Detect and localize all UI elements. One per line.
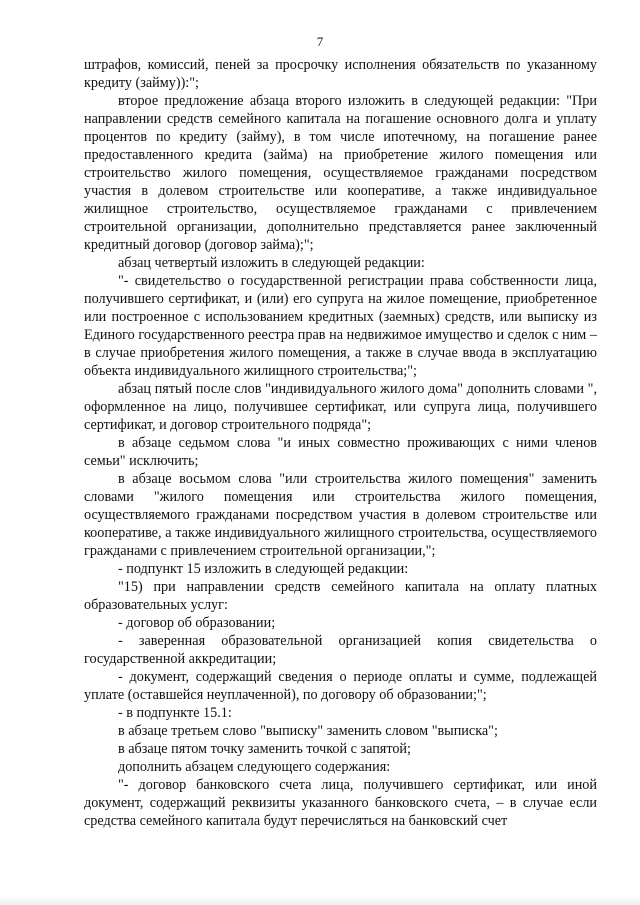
paragraph: дополнить абзацем следующего содержания:	[118, 759, 391, 775]
paragraph: - в подпункте 15.1:	[118, 705, 232, 721]
paragraph: - заверенная образовательной организацией копия свидетельства о государственной аккредитации;	[84, 633, 597, 667]
paragraph: в абзаце седьмом слова "и иных совместно проживающих с ними членов семьи" исключить;	[84, 435, 597, 469]
paragraph: в абзаце пятом точку заменить точкой с запятой;	[118, 741, 411, 757]
paragraph: "- договор банковского счета лица, получившего сертификат, или иной документ, содержащий реквизиты указанного банковского счета, – в случае если средства семейного капитала будут перечисляться на банковский счет	[84, 777, 597, 829]
paragraph: "15) при направлении средств семейного капитала на оплату платных образовательных услуг:	[84, 579, 597, 613]
document-body	[84, 56, 597, 830]
scan-edge-shadow	[0, 895, 640, 905]
page-number: 7	[316, 34, 324, 49]
paragraph: в абзаце третьем слово "выписку" заменить словом "выписка";	[118, 723, 498, 739]
paragraph: второе предложение абзаца второго изложить в следующей редакции: "При направлении средств семейного капитала на погашение основного долга и уплату процентов по кредиту (займу), в том числе ипотечному, на погашение ранее предоставленного кредита (займа) на приобретение жилого помещения или строительство жилого помещения, осуществляемое гражданами посредством участия в долевом строительстве или кооперативе, а также индивидуальное жилищное строительство, осуществляемое гражданами с привлечением строительной организации, дополнительно представляется ранее заключенный кредитный договор (договор займа);";	[84, 93, 597, 253]
paragraph: штрафов, комиссий, пеней за просрочку исполнения обязательств по указанному кредиту (займу)):";	[84, 57, 597, 91]
paragraph: абзац пятый после слов "индивидуального жилого дома" дополнить словами ", оформленное на лицо, получившее сертификат, или супруга лица, получившего сертификат, и договор строительного подряда";	[84, 381, 597, 433]
paragraph: абзац четвертый изложить в следующей редакции:	[118, 255, 425, 271]
paragraph: в абзаце восьмом слова "или строительства жилого помещения" заменить словами "жилого помещения или строительства жилого помещения, осуществляемого гражданами посредством участия в долевом строительстве или кооперативе, а также индивидуального жилищного строительства, осуществляемого гражданами с привлечением строительной организации,";	[84, 471, 597, 559]
paragraph: "- свидетельство о государственной регистрации права собственности лица, получившего сертификат, и (или) его супруга на жилое помещение, приобретенное или построенное с использованием кредитных (заемных) средств, или выписку из Единого государственного реестра прав на недвижимое имущество и сделок с ним – в случае приобретения жилого помещения, а также в случае ввода в эксплуатацию объекта индивидуального жилищного строительства;";	[84, 273, 597, 379]
paragraph: - документ, содержащий сведения о периоде оплаты и сумме, подлежащей уплате (оставшейся неуплаченной), по договору об образовании;";	[84, 669, 597, 703]
paragraph: - договор об образовании;	[118, 615, 276, 631]
paragraph: - подпункт 15 изложить в следующей редакции:	[118, 561, 409, 577]
